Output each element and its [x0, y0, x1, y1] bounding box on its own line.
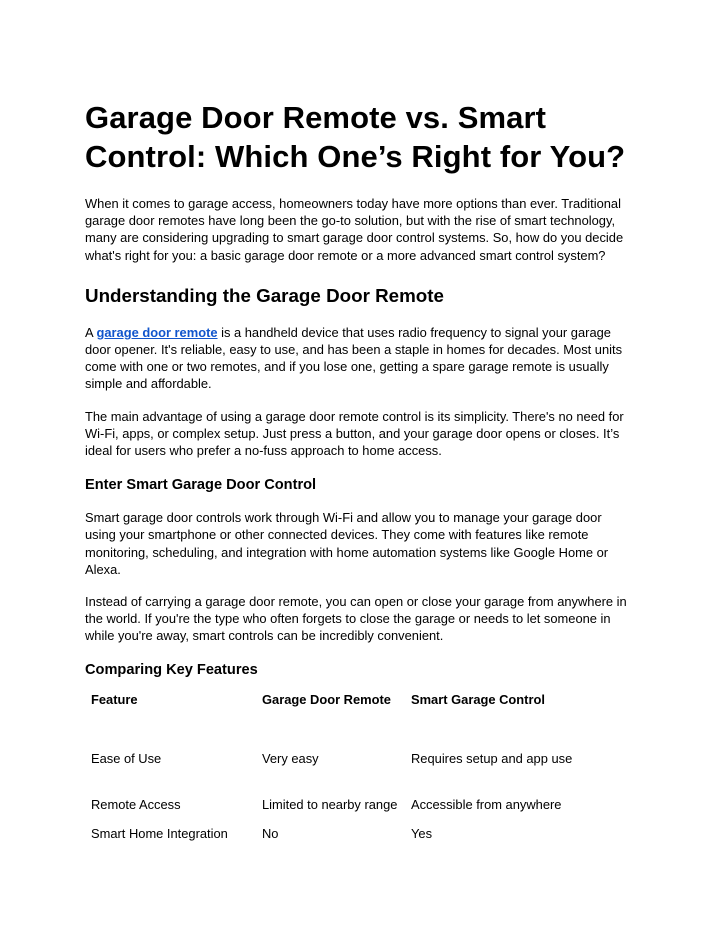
comparison-table [85, 686, 628, 849]
table-cell: No [262, 825, 279, 841]
table-cell: Requires setup and app use [411, 750, 573, 766]
article-title: Garage Door Remote vs. Smart Control: Which One’s Right for You? [85, 100, 626, 174]
section-heading-smart: Enter Smart Garage Door Control [85, 477, 317, 494]
table-cell: Accessible from anywhere [411, 796, 562, 812]
table-header-row [85, 686, 628, 745]
table-row [85, 791, 628, 820]
table-header-cell: Garage Door Remote [262, 691, 391, 707]
section-heading-compare: Comparing Key Features [85, 661, 258, 678]
table-cell: Smart Home Integration [91, 825, 228, 841]
table-cell: Limited to nearby range [262, 796, 398, 812]
smart-paragraph-1: Smart garage door controls work through Wi-Fi and allow you to manage your garage door using your smartphone or other connected devices. They come with features like remote monitoring, scheduling, and integration with home automation systems like Google Home or Alexa. [85, 510, 609, 577]
table-header-cell: Feature [91, 691, 138, 707]
table-cell: Ease of Use [91, 750, 162, 766]
table-row [85, 820, 628, 849]
table-row [85, 745, 628, 791]
table-cell: Very easy [262, 750, 319, 766]
remote-paragraph-1-suffix: is a handheld device that uses radio frequency to signal your garage door opener. It's reliable, easy to use, and has been a staple in homes for decades. Most units come with one or two remotes, and if you lose one, getting a spare garage remote is usually simple and affordable. [85, 324, 623, 392]
remote-paragraph-2: The main advantage of using a garage door remote control is its simplicity. There's no need for Wi-Fi, apps, or complex setup. Just press a button, and your garage door opens or closes. It’s ideal for users who prefer a no-fuss approach to home access. [85, 408, 624, 459]
remote-paragraph-1-prefix: A [85, 324, 97, 340]
remote-paragraph-1 [85, 324, 635, 393]
table-cell: Remote Access [91, 796, 181, 812]
table-header-cell: Smart Garage Control [411, 691, 545, 707]
table-cell: Yes [411, 825, 433, 841]
smart-paragraph-2: Instead of carrying a garage door remote, you can open or close your garage from anywhere in the world. If you're the type who often forgets to close the garage or needs to let someone in while you're away, smart controls can be incredibly convenient. [85, 594, 627, 644]
intro-paragraph: When it comes to garage access, homeowners today have more options than ever. Traditional garage door remotes have long been the go-to solution, but with the rise of smart technology, many are considering upgrading to smart garage door control systems. So, how do you decide what's right for you: a basic garage door remote or a more advanced smart control system? [85, 196, 624, 263]
section-heading-remote: Understanding the Garage Door Remote [85, 284, 444, 306]
article-body [85, 98, 635, 849]
garage-door-remote-link[interactable]: garage door remote [96, 324, 218, 340]
